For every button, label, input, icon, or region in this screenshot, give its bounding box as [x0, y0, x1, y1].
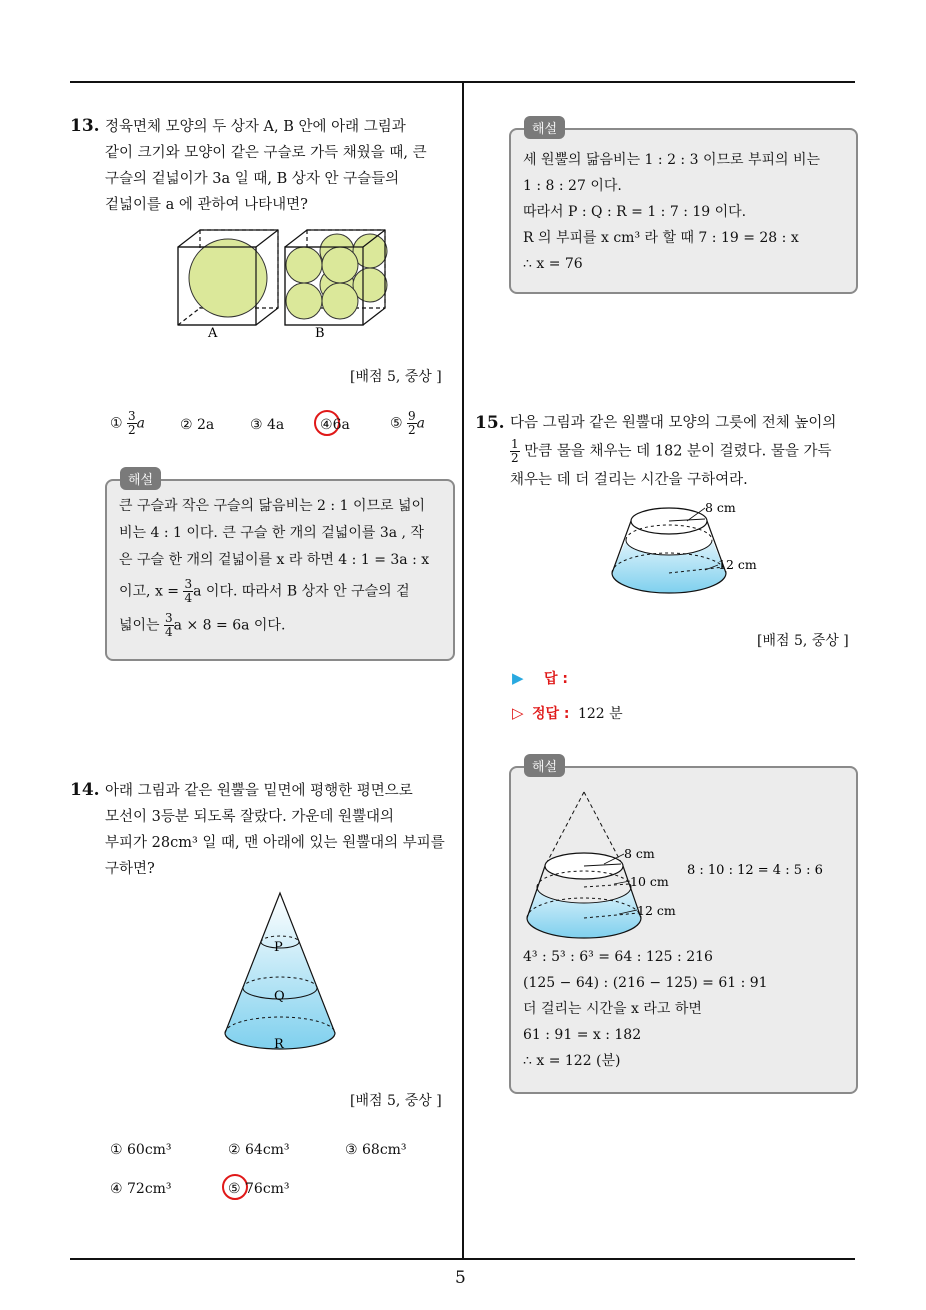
question-13-text	[105, 114, 427, 218]
choice-text: 2a	[197, 417, 215, 433]
q13-choice-3[interactable]	[250, 417, 284, 433]
choice-text: 6a	[332, 417, 350, 433]
q14-line-2: 모선이 3등분 되도록 잘랐다. 가운데 원뿔대의	[105, 809, 395, 825]
q13-choice-1[interactable]: ① $\frac{3}{2}$ a	[110, 409, 146, 437]
fraction: $\frac{1}{2}$	[511, 437, 519, 465]
fraction: $\frac{9}{2}$	[408, 409, 416, 437]
label-10cm: 10 cm	[630, 874, 669, 889]
label-r: R	[274, 1037, 284, 1052]
explain-line: ∴ x = 76	[523, 256, 583, 272]
explain-line: 은 구슬 한 개의 겉넓이를 x 라 하면 4 : 1 = 3a : x	[119, 552, 430, 568]
q15-line-3: 채우는 데 더 걸리는 시간을 구하여라.	[510, 472, 748, 488]
correct-answer-row	[512, 703, 623, 723]
q14-choice-5[interactable]: ⑤ 76cm³	[228, 1181, 290, 1197]
label-p: P	[274, 940, 283, 955]
label-8cm: 8 cm	[705, 500, 736, 515]
question-14-text	[105, 778, 445, 882]
q13-choice-4[interactable]	[320, 417, 350, 433]
q15-explanation-figure	[519, 788, 839, 958]
correct-value: 122 분	[577, 706, 623, 722]
choice-marker: ②	[180, 417, 193, 433]
q13-explanation-box	[105, 479, 455, 661]
q13-cube-figure	[170, 225, 390, 340]
answer-label: 답 :	[544, 671, 568, 687]
q15-frustum-figure	[605, 495, 775, 610]
explain-line: 61 : 91 = x : 182	[523, 1027, 642, 1043]
q13-line-3: 구슬의 겉넓이가 3a 일 때, B 상자 안 구슬들의	[105, 171, 400, 187]
q13-meta: [배점 5, 중상 ]	[350, 369, 442, 385]
q14-cone-figure	[215, 890, 345, 1065]
column-divider	[462, 81, 464, 1259]
q14-explanation-text	[523, 147, 820, 277]
fraction: $\frac{3}{2}$	[128, 409, 136, 437]
explain-line: 더 걸리는 시간을 x 라고 하면	[523, 1001, 702, 1017]
explain-line: (125 − 64) : (216 − 125) = 61 : 91	[523, 975, 768, 991]
q14-choice-3[interactable]: ③ 68cm³	[345, 1142, 407, 1158]
play-icon: ▶	[512, 669, 524, 687]
label-q: Q	[274, 989, 285, 1004]
label-8cm: 8 cm	[624, 846, 655, 861]
label-12cm: 12 cm	[718, 557, 757, 572]
big-marble	[189, 239, 267, 317]
explain-line: ∴ x = 122 (분)	[523, 1053, 621, 1069]
question-15-number: 15.	[475, 413, 505, 433]
q13-line-2: 같이 크기와 모양이 같은 구슬로 가득 채웠을 때, 큰	[105, 145, 427, 161]
explain-line: 세 원뿔의 닮음비는 1 : 2 : 3 이므로 부피의 비는	[523, 152, 821, 168]
question-13-number: 13.	[70, 116, 100, 136]
q14-line-3: 부피가 28cm³ 일 때, 맨 아래에 있는 원뿔대의 부피를	[105, 835, 445, 851]
label-b: B	[315, 326, 325, 340]
question-15-text	[510, 410, 836, 493]
correct-label: 정답 :	[532, 706, 570, 722]
q14-explanation-tag: 해설	[524, 116, 565, 139]
q13-explanation-tag: 해설	[120, 467, 161, 490]
q13-choice-5[interactable]: ⑤ $\frac{9}{2}$ a	[390, 409, 426, 437]
explain-line: 4³ : 5³ : 6³ = 64 : 125 : 216	[523, 949, 713, 965]
q15-line-1: 다음 그림과 같은 원뿔대 모양의 그릇에 전체 높이의	[510, 415, 837, 431]
q14-line-4: 구하면?	[105, 861, 155, 877]
q14-choice-1[interactable]: ① 60cm³	[110, 1142, 172, 1158]
q13-line-4: 겉넓이를 a 에 관하여 나타내면?	[105, 197, 308, 213]
answer-row	[512, 668, 568, 688]
q14-meta: [배점 5, 중상 ]	[350, 1093, 442, 1109]
ratio-text: 8 : 10 : 12 = 4 : 5 : 6	[687, 863, 823, 878]
q14-choice-4[interactable]: ④ 72cm³	[110, 1181, 172, 1197]
explain-line: 이고, x = $\frac{3}{4}$ a 이다. 따라서 B 상자 안 구슬의 겉	[119, 577, 410, 605]
q14-explanation-box	[509, 128, 858, 294]
q15-explanation-box	[509, 766, 858, 1094]
q15-line-2: $\frac{1}{2}$ 만큼 물을 채우는 데 182 분이 걸렸다. 물을 가득	[511, 437, 832, 465]
play-outline-icon: ▷	[512, 704, 524, 722]
q14-line-1: 아래 그림과 같은 원뿔을 밑면에 평행한 평면으로	[105, 783, 413, 799]
q13-choice-2[interactable]	[180, 417, 214, 433]
q13-line-1: 정육면체 모양의 두 상자 A, B 안에 아래 그림과	[105, 119, 406, 135]
bottom-rule	[70, 1258, 855, 1260]
explain-line: 큰 구슬과 작은 구슬의 닮음비는 2 : 1 이므로 넓이	[119, 498, 426, 514]
explain-line: 넓이는 $\frac{3}{4}$ a × 8 = 6a 이다.	[119, 610, 286, 639]
label-a: A	[208, 326, 218, 340]
q13-explanation-text	[119, 493, 429, 639]
choice-marker: ①	[110, 415, 123, 432]
choice-marker: ④	[320, 417, 333, 433]
label-12cm: 12 cm	[637, 903, 676, 918]
explain-line: 1 : 8 : 27 이다.	[523, 178, 622, 194]
q15-explanation-tag: 해설	[524, 754, 565, 777]
question-14-number: 14.	[70, 780, 100, 800]
q15-explanation-text	[523, 944, 768, 1074]
explain-line: R 의 부피를 x cm³ 라 할 때 7 : 19 = 28 : x	[523, 230, 799, 246]
choice-marker: ⑤	[390, 415, 403, 432]
q15-meta: [배점 5, 중상 ]	[757, 633, 849, 649]
q14-choice-2[interactable]: ② 64cm³	[228, 1142, 290, 1158]
choice-marker: ③	[250, 417, 263, 433]
explain-line: 비는 4 : 1 이다. 큰 구슬 한 개의 겉넓이를 3a , 작	[119, 525, 424, 541]
explain-line: 따라서 P : Q : R = 1 : 7 : 19 이다.	[523, 204, 747, 220]
choice-text: 4a	[267, 417, 285, 433]
page-number: 5	[455, 1268, 466, 1288]
